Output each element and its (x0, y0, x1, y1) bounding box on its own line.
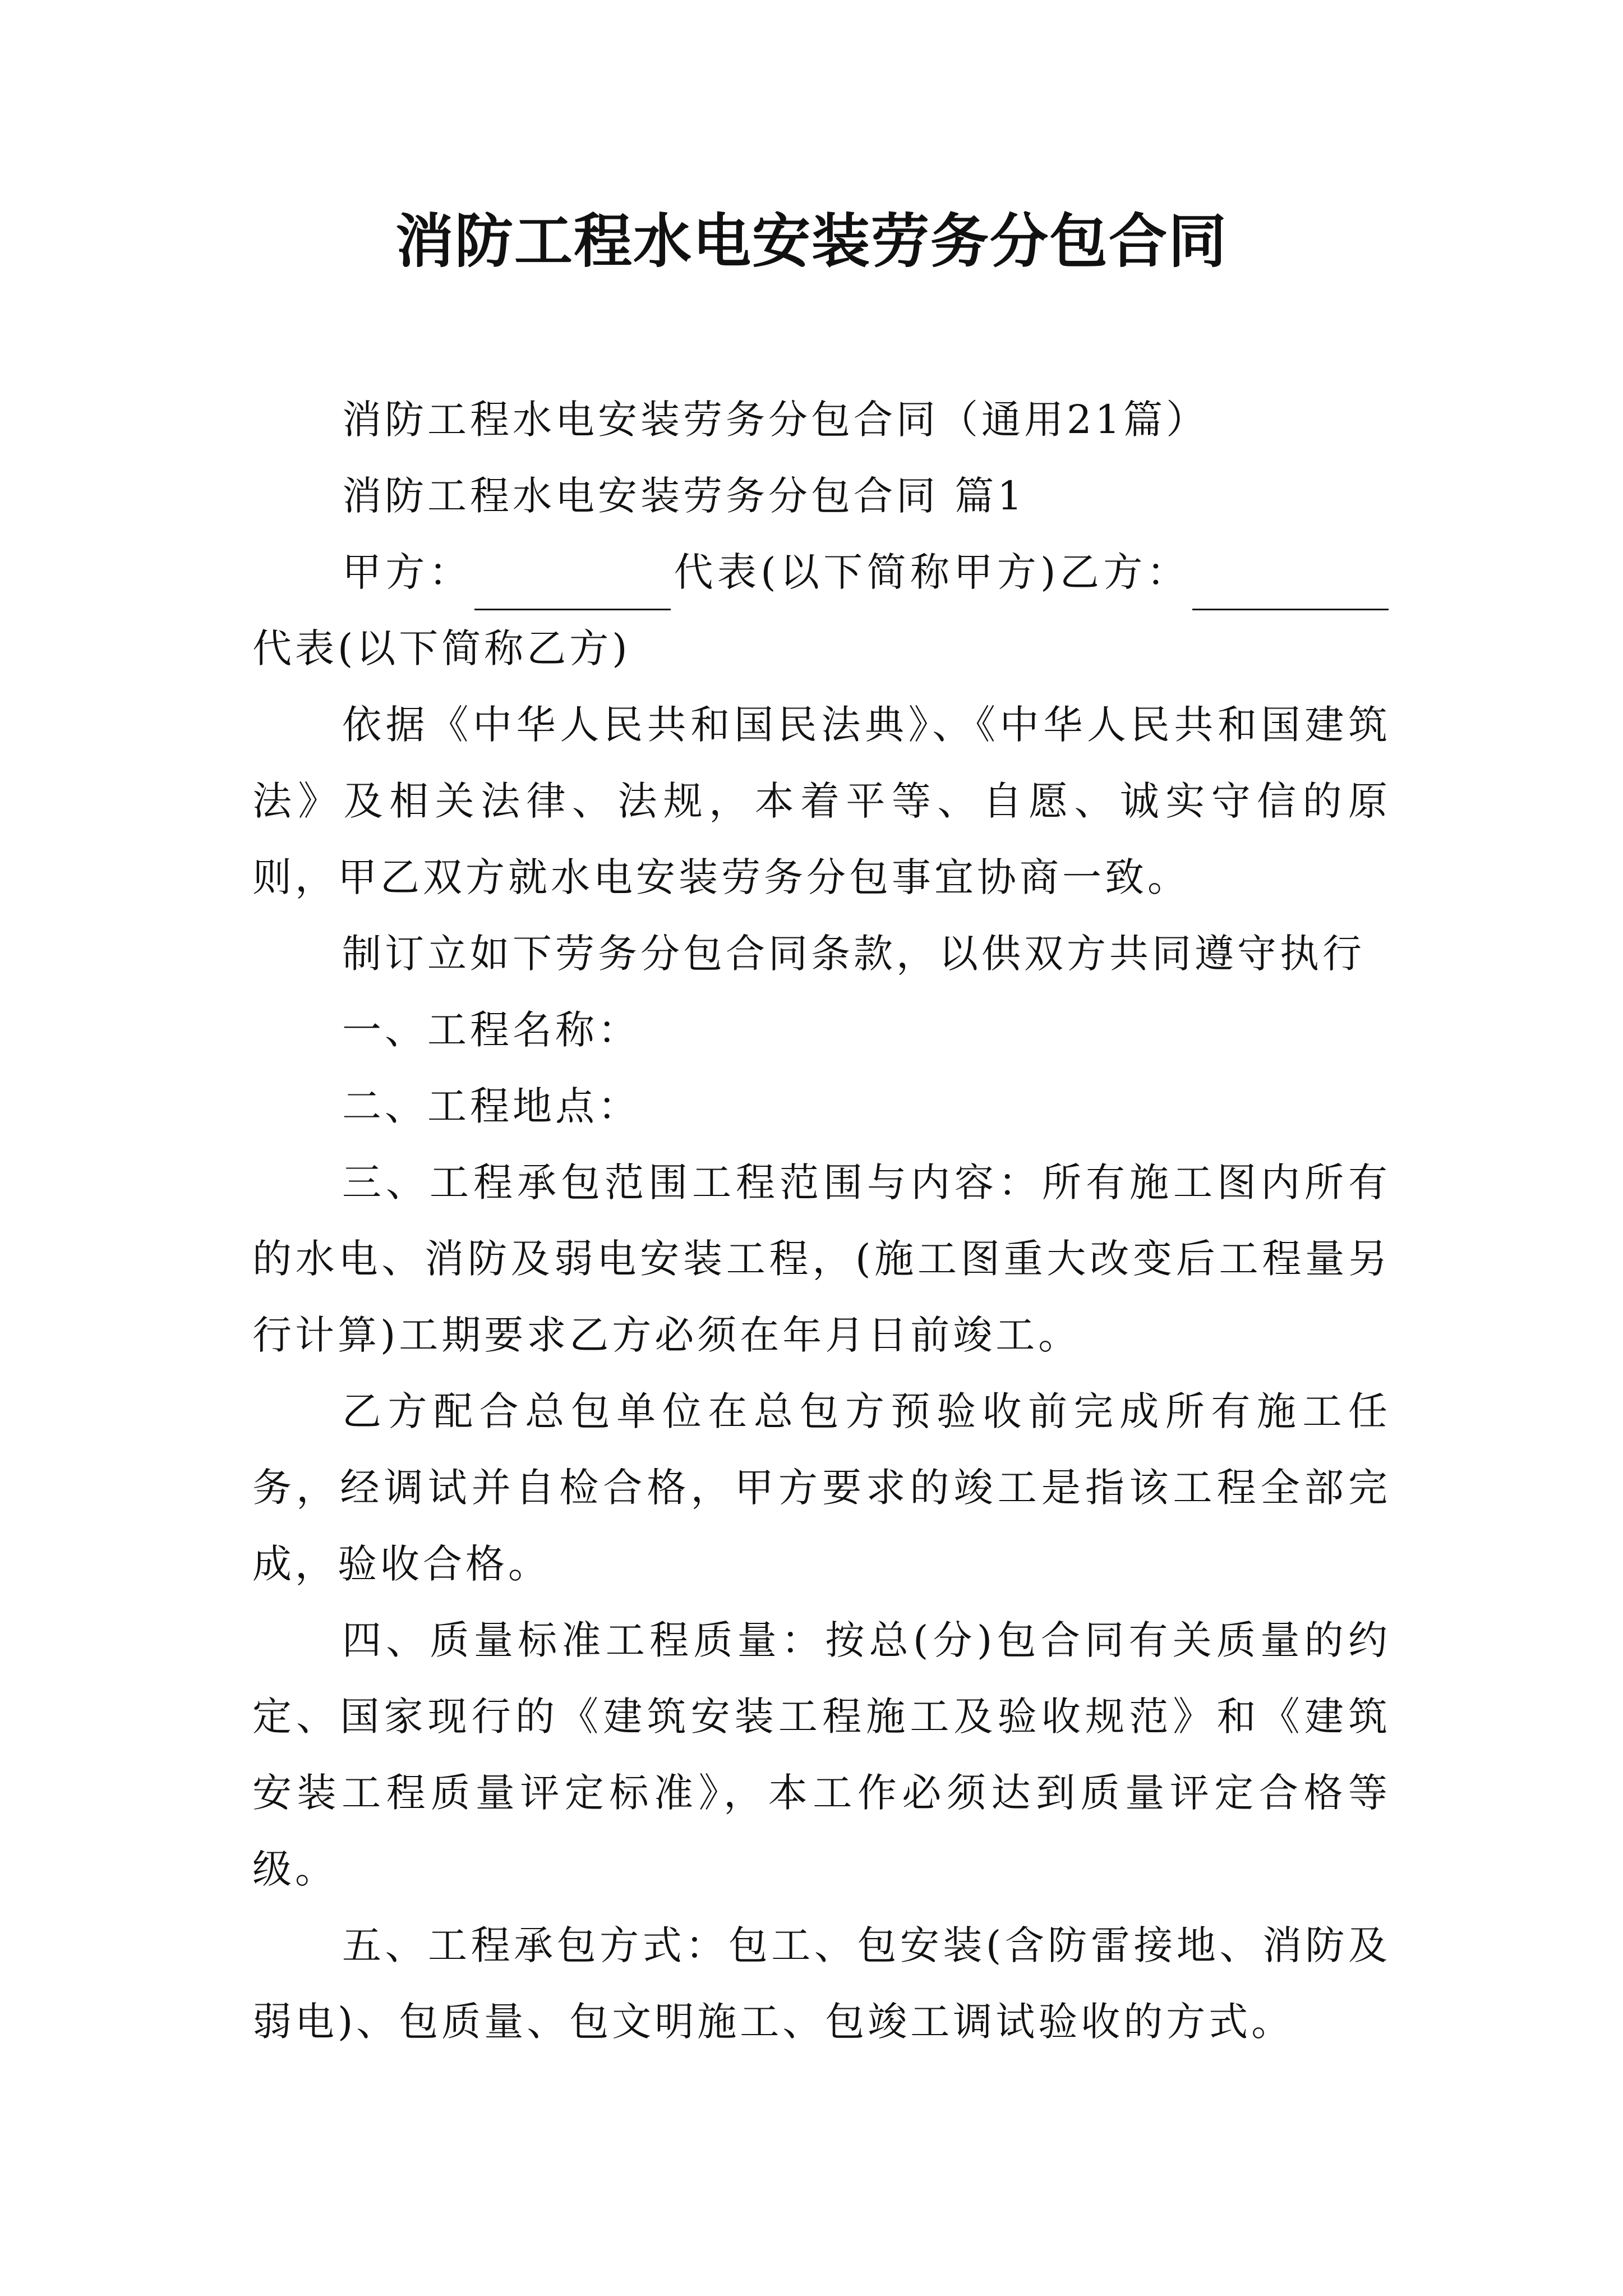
paragraph: 制订立如下劳务分包合同条款，以供双方共同遵守执行 (342, 931, 1365, 977)
paragraph: 三、工程承包范围工程范围与内容：所有施工图内所有的水电、消防及弱电安装工程，(施工图重大改变后工程量另行计算)工期要求乙方必须在年月日前竣工。 (252, 1159, 1391, 1358)
party-line (252, 534, 1391, 687)
paragraph: 二、工程地点： (342, 1083, 640, 1129)
document-body (252, 381, 1391, 2060)
paragraph: 四、质量标准工程质量：按总(分)包合同有关质量的约定、国家现行的《建筑安装工程施工及验收规范》和《建筑安装工程质量评定标准》，本工作必须达到质量评定合格等级。 (252, 1617, 1391, 1892)
party-a-suffix: 代表(以下简称甲方)乙方： (673, 549, 1190, 595)
paragraph: 一、工程名称： (342, 1007, 640, 1053)
party-b-blank (1192, 564, 1389, 610)
section-heading: 消防工程水电安装劳务分包合同 篇1 (342, 473, 1026, 519)
paragraph: 依据《中华人民共和国民法典》、《中华人民共和国建筑法》及相关法律、法规，本着平等、自愿、诚实守信的原则，甲乙双方就水电安装劳务分包事宜协商一致。 (252, 702, 1391, 900)
party-a-label: 甲方： (342, 549, 473, 595)
document-subtitle: 消防工程水电安装劳务分包合同（通用21篇） (342, 397, 1209, 443)
party-a-blank (474, 564, 671, 610)
party-b-suffix: 代表(以下简称乙方) (252, 625, 631, 671)
document-title: 消防工程水电安装劳务分包合同 (395, 206, 1228, 275)
paragraph: 五、工程承包方式：包工、包安装(含防雷接地、消防及弱电)、包质量、包文明施工、包竣工调试验收的方式。 (252, 1922, 1391, 2045)
paragraph: 乙方配合总包单位在总包方预验收前完成所有施工任务，经调试并自检合格，甲方要求的竣工是指该工程全部完成，验收合格。 (252, 1388, 1391, 1587)
